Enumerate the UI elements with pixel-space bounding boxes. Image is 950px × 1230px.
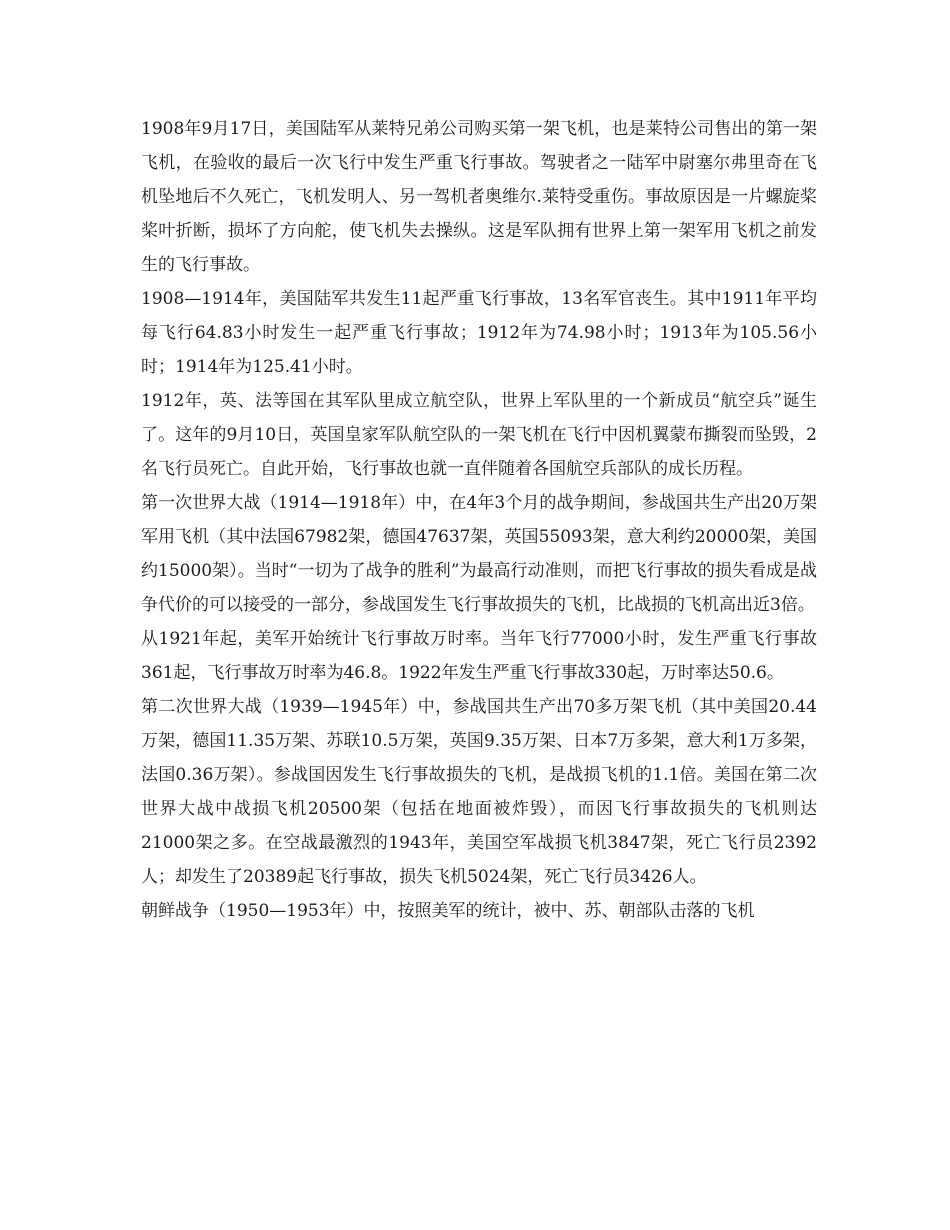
paragraph-1921-rate: 从1921年起，美军开始统计飞行事故万时率。当年飞行77000小时，发生严重飞行事故361起，飞行事故万时率为46.8。1922年发生严重飞行事故330起，万时率达50.6。 xyxy=(141,629,817,683)
paragraph-ww2: 第二次世界大战（1939—1945年）中，参战国共生产出70多万架飞机（其中美国20.44万架，德国11.35万架、苏联10.5万架，英国9.35万架、日本7万多架，意大利1万多架，法国0.36万架）。参战国因发生飞行事故损失的飞机，是战损飞机的1.1倍。美国在第二次世界大战中战损飞机20500架（包括在地面被炸毁），而因飞行事故损失的飞机则达21000架之多。在空战最激烈的1943年，美国空军战损飞机3847架，死亡飞行员2392人；却发生了20389起飞行事故，损失飞机5024架，死亡飞行员3426人。 xyxy=(141,697,817,887)
document-body xyxy=(141,112,817,928)
paragraph-korean-war: 朝鲜战争（1950—1953年）中，按照美军的统计，被中、苏、朝部队击落的飞机 xyxy=(141,901,755,921)
paragraph-1908-first-accident: 1908年9月17日，美国陆军从莱特兄弟公司购买第一架飞机，也是莱特公司售出的第一架飞机，在验收的最后一次飞行中发生严重飞行事故。驾驶者之一陆军中尉塞尔弗里奇在飞机坠地后不久死亡，飞机发明人、另一驾机者奥维尔.莱特受重伤。事故原因是一片螺旋桨桨叶折断，损坏了方向舵，使飞机失去操纵。这是军队拥有世界上第一架军用飞机之前发生的飞行事故。 xyxy=(141,119,817,275)
paragraph-1912-air-corps: 1912年，英、法等国在其军队里成立航空队，世界上军队里的一个新成员“航空兵”诞生了。这年的9月10日，英国皇家军队航空队的一架飞机在飞行中因机翼蒙布撕裂而坠毁，2名飞行员死亡。自此开始，飞行事故也就一直伴随着各国航空兵部队的成长历程。 xyxy=(141,391,817,479)
paragraph-ww1: 第一次世界大战（1914—1918年）中，在4年3个月的战争期间，参战国共生产出20万架军用飞机（其中法国67982架，德国47637架，英国55093架，意大利约20000架，美国约15000架）。当时“一切为了战争的胜利”为最高行动准则，而把飞行事故的损失看成是战争代价的可以接受的一部分，参战国发生飞行事故损失的飞机，比战损的飞机高出近3倍。 xyxy=(141,493,817,615)
paragraph-1908-1914-statistics: 1908—1914年，美国陆军共发生11起严重飞行事故，13名军官丧生。其中1911年平均每飞行64.83小时发生一起严重飞行事故；1912年为74.98小时；1913年为105.56小时；1914年为125.41小时。 xyxy=(141,289,817,377)
